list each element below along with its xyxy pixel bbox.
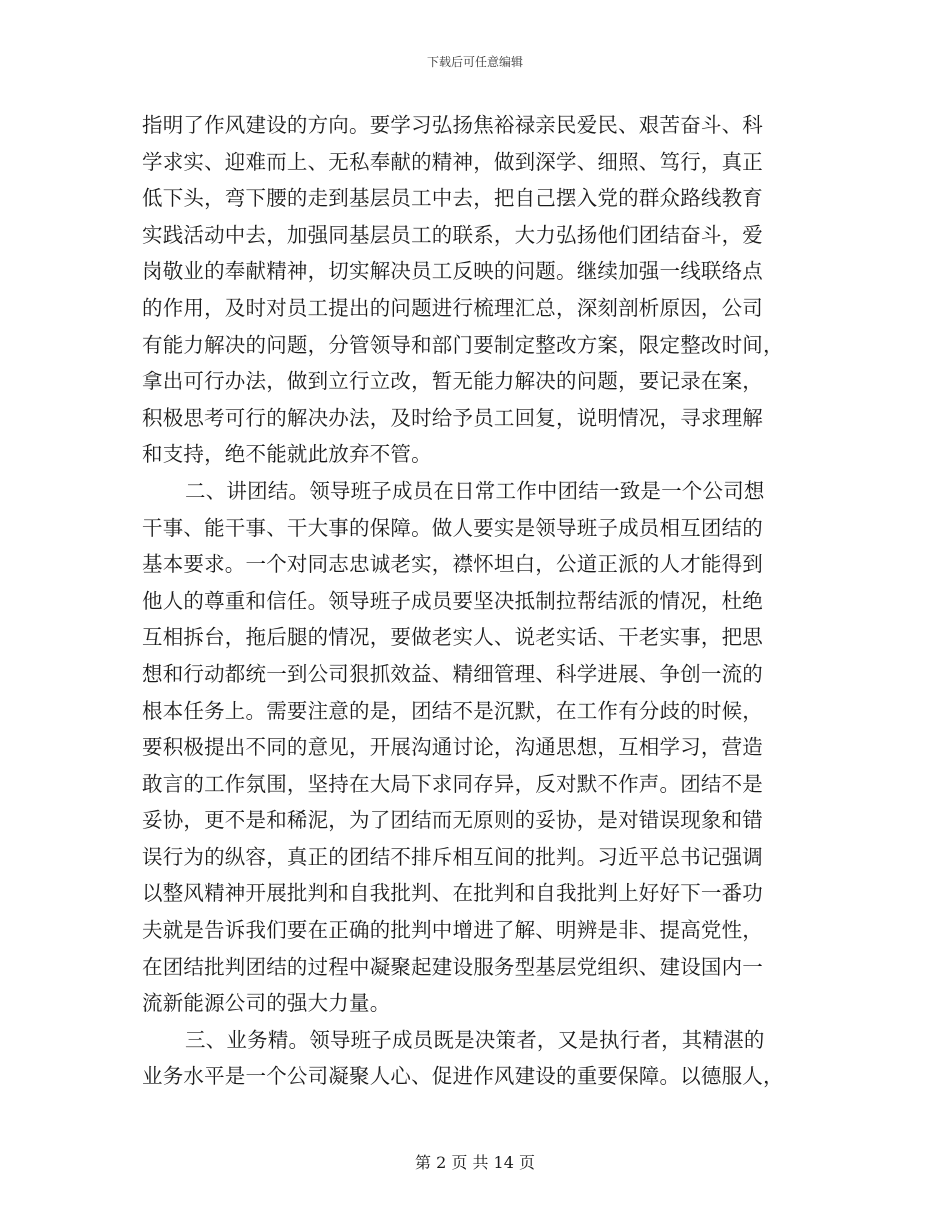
body-line: 敢言的工作氛围，坚持在大局下求同存异，反对默不作声。团结不是 [142,771,763,796]
body-line: 妥协，更不是和稀泥，为了团结而无原则的妥协，是对错误现象和错 [142,808,763,833]
body-line: 低下头，弯下腰的走到基层员工中去，把自己摆入党的群众路线教育 [142,186,763,211]
body-line: 积极思考可行的解决办法，及时给予员工回复，说明情况，寻求理解 [142,405,763,430]
page-header: 下载后可任意编辑 [426,55,523,69]
body-line: 想和行动都统一到公司狠抓效益、精细管理、科学进展、争创一流的 [142,661,763,686]
body-line: 基本要求。一个对同志忠诚老实，襟怀坦白，公道正派的人才能得到 [142,552,763,577]
body-line: 流新能源公司的强大力量。 [142,991,391,1016]
body-line: 拿出可行办法，做到立行立改，暂无能力解决的问题，要记录在案， [142,369,763,394]
body-line: 他人的尊重和信任。领导班子成员要坚决抵制拉帮结派的情况，杜绝 [142,588,763,613]
body-line: 学求实、迎难而上、无私奉献的精神，做到深学、细照、笃行，真正 [142,149,763,174]
body-line: 实践活动中去，加强同基层员工的联系，大力弘扬他们团结奋斗，爱 [142,222,763,247]
document-body [142,107,810,1095]
body-line: 的作用，及时对员工提出的问题进行梳理汇总，深刻剖析原因，公司 [142,295,763,320]
paragraph-start-line: 三、业务精。领导班子成员既是决策者，又是执行者，其精湛的 [185,1027,765,1052]
body-line: 岗敬业的奉献精神，切实解决员工反映的问题。继续加强一线联络点 [142,259,763,284]
paragraph-start-line: 二、讲团结。领导班子成员在日常工作中团结一致是一个公司想 [185,478,765,503]
body-line: 要积极提出不同的意见，开展沟通讨论，沟通思想，互相学习，营造 [142,735,763,760]
body-line: 误行为的纵容，真正的团结不排斥相互间的批判。习近平总书记强调 [142,844,763,869]
page-number-footer: 第 2 页 共 14 页 [415,1153,535,1172]
body-line: 夫就是告诉我们要在正确的批判中增进了解、明辨是非、提高党性， [142,918,763,943]
body-line: 有能力解决的问题，分管领导和部门要制定整改方案，限定整改时间， [142,332,784,357]
body-line: 根本任务上。需要注意的是，团结不是沉默，在工作有分歧的时候， [142,698,763,723]
body-line: 互相拆台，拖后腿的情况，要做老实人、说老实话、干老实事，把思 [142,625,763,650]
body-line: 指明了作风建设的方向。要学习弘扬焦裕禄亲民爱民、艰苦奋斗、科 [142,113,763,137]
body-line: 和支持，绝不能就此放弃不管。 [142,442,432,467]
body-line: 以整风精神开展批判和自我批判、在批判和自我批判上好好下一番功 [142,881,763,906]
body-line: 业务水平是一个公司凝聚人心、促进作风建设的重要保障。以德服人， [142,1064,784,1089]
body-line: 干事、能干事、干大事的保障。做人要实是领导班子成员相互团结的 [142,515,763,540]
body-line: 在团结批判团结的过程中凝聚起建设服务型基层党组织、建设国内一 [142,954,763,979]
